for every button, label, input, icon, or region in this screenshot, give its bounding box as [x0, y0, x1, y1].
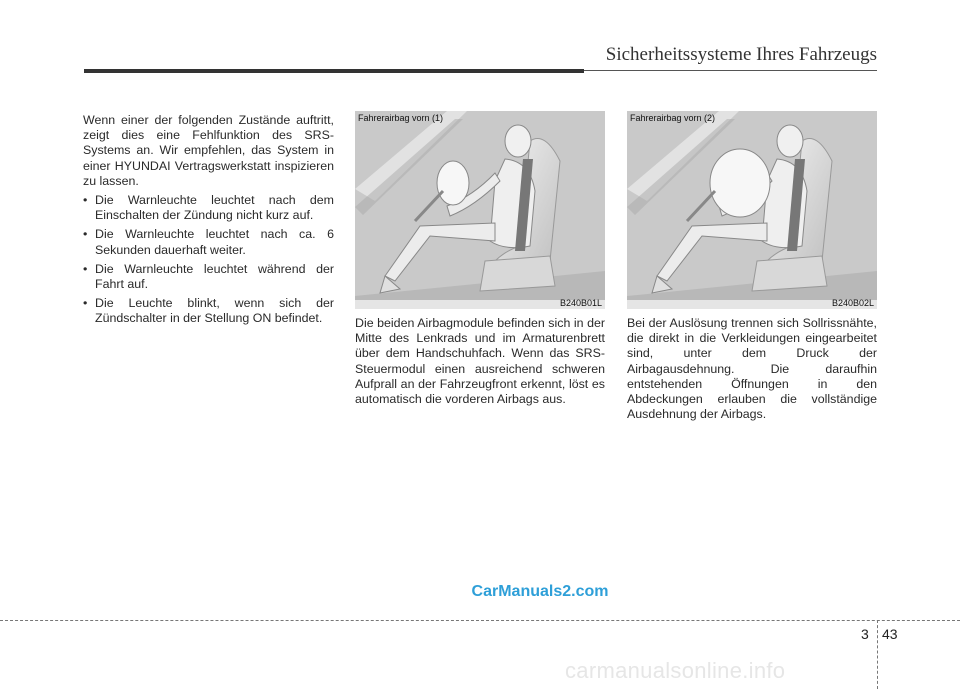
- figure-driver-airbag-1: [355, 111, 605, 309]
- page-number: 43: [882, 626, 898, 642]
- figure-driver-airbag-2: [627, 111, 877, 309]
- airbag-inflating-illustration: [355, 111, 605, 309]
- figure-code: B240B02L: [831, 298, 874, 308]
- header-rule-thick: [84, 69, 584, 73]
- list-item: [83, 227, 334, 257]
- bullet-glyph: •: [83, 261, 88, 276]
- header-title: Sicherheitssysteme Ihres Fahrzeugs: [605, 44, 877, 65]
- list-item-text: Die Warnleuchte leuchtet nach ca. 6 Sekunden dauerhaft weiter.: [95, 227, 334, 257]
- figure-code: B240B01L: [559, 298, 602, 308]
- list-item-text: Die Leuchte blinkt, wenn sich der Zündschalter in der Stellung ON befindet.: [95, 296, 334, 326]
- list-item-text: Die Warnleuchte leuchtet während der Fahrt auf.: [95, 261, 334, 292]
- airbag-location-paragraph: Die beiden Airbagmodule befinden sich in der Mitte des Lenkrads und im Armaturenbrett über dem Handschuhfach. Wenn das SRS-Steuermodul einen ausreichend schweren Aufprall an der Fahrzeugfront erkennt, löst es automatisch die vorderen Airbags aus.: [355, 316, 605, 407]
- footer-rule: [0, 620, 960, 621]
- list-item-text: Die Warnleuchte leuchtet nach dem Einschalten der Zündung nicht kurz auf.: [95, 193, 334, 223]
- column-2: [355, 316, 605, 407]
- list-item: [83, 193, 334, 223]
- list-item: [83, 262, 334, 292]
- column-3: [627, 316, 877, 422]
- airbag-deployment-paragraph: Bei der Auslösung trennen sich Sollrissnähte, die direkt in die Verkleidungen eingearbeitet sind, unter dem Druck der Airbagausdehnung. Die daraufhin entstehenden Öffnungen in den Abdeckungen erlauben die vollständige Ausdehnung der Airbags.: [627, 316, 877, 422]
- intro-paragraph: Wenn einer der folgenden Zustände auftritt, zeigt dies eine Fehlfunktion des SRS-Systems an. Wir empfehlen, das System in einer HYUNDAI Vertragswerkstatt inspizieren zu lassen.: [83, 113, 334, 188]
- footer-divider: [877, 620, 878, 689]
- bullet-glyph: •: [83, 296, 88, 311]
- figure-label: Fahrerairbag vorn (1): [358, 113, 444, 123]
- airbag-deployed-illustration: [627, 111, 877, 309]
- column-1: [83, 113, 334, 331]
- site-watermark: carmanualsonline.info: [565, 658, 786, 683]
- bullet-glyph: •: [83, 227, 88, 242]
- malfunction-list: [83, 193, 334, 327]
- chapter-number: 3: [861, 626, 869, 642]
- bullet-glyph: •: [83, 193, 88, 208]
- watermark-link[interactable]: CarManuals2.com: [471, 583, 609, 600]
- figure-label: Fahrerairbag vorn (2): [630, 113, 716, 123]
- list-item: [83, 296, 334, 326]
